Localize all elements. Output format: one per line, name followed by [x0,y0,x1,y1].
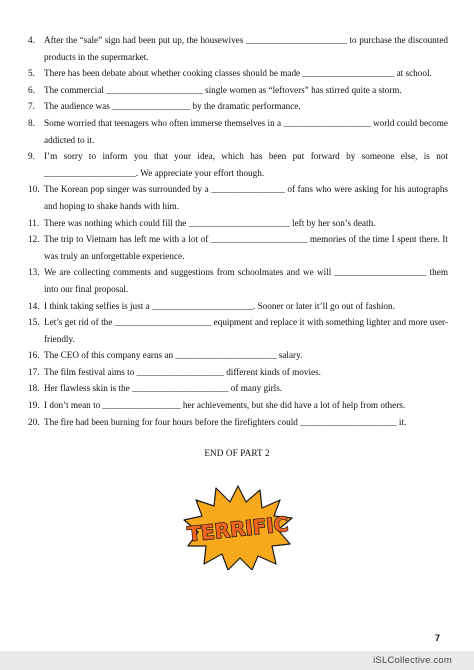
exercise-item [28,264,448,297]
item-number: 15. [28,317,40,328]
exercise-item [28,82,448,99]
item-number: 18. [28,383,40,394]
item-number: 13. [28,267,40,278]
exercise-item [28,380,448,397]
item-number: 11. [28,217,40,228]
item-number: 5. [28,68,35,79]
exercise-item [28,347,448,364]
item-number: 16. [28,350,40,361]
exercise-item [28,231,448,264]
exercise-item [28,115,448,148]
exercise-item [28,298,448,315]
item-text: I think taking selfies is just a ______________________. Sooner or later it’ll go out of fashion. [44,300,395,311]
exercise-item [28,397,448,414]
exercise-item [28,32,448,65]
item-number: 19. [28,400,40,411]
item-text: I don’t mean to _________________ her achievements, but she did have a lot of help from others. [44,400,406,411]
item-text: Some worried that teenagers who often immerse themselves in a ___________________ world could become addicted to it. [44,117,448,145]
exercise-item [28,364,448,381]
terrific-sticker [182,484,294,570]
item-text: The commercial _____________________ single women as “leftovers” has stirred quite a storm. [44,84,402,95]
item-text: After the “sale” sign had been put up, the housewives ______________________ to purchase the discounted products in the supermarket. [44,35,448,62]
item-number: 4. [28,35,35,45]
footer-bar [0,651,474,670]
item-text: There has been debate about whether cooking classes should be made ____________________ at school. [44,68,432,79]
item-text: Let’s get rid of the _____________________ equipment and replace it with something lighter and more user-friendly. [44,317,448,344]
svg-text:TERRIFIC: TERRIFIC [186,511,290,547]
item-number: 17. [28,366,40,377]
item-text: The Korean pop singer was surrounded by a ________________ of fans who were asking for his autographs and hoping to shake hands with him. [44,184,448,211]
item-text: The CEO of this company earns an ______________________ salary. [44,350,303,361]
page-number: 7 [434,633,440,643]
item-number: 7. [28,101,35,112]
item-text: The fire had been burning for four hours before the firefighters could _____________________ it. [44,416,407,427]
item-number: 10. [28,184,40,195]
exercise-item [28,98,448,115]
end-of-part-label: END OF PART 2 [204,448,270,458]
item-text: The film festival aims to ___________________ different kinds of movies. [44,366,321,377]
item-text: We are collecting comments and suggestions from schoolmates and we will ____________________ them into our final proposal. [44,267,448,294]
exercise-list [28,32,448,430]
item-number: 9. [28,151,35,162]
item-number: 6. [28,84,35,95]
item-text: I’m sorry to inform you that your idea, which has been put forward by someone else, is not ____________________. We appreciate your effort though. [44,151,448,178]
exercise-item [28,314,448,347]
item-text: There was nothing which could fill the ______________________ left by her son’s death. [44,217,376,228]
item-number: 20. [28,416,40,427]
item-number: 14. [28,300,40,311]
item-text: Her flawless skin is the _____________________ of many girls. [44,383,283,394]
item-number: 12. [28,234,40,245]
exercise-item [28,414,448,431]
exercise-item [28,181,448,214]
exercise-item [28,148,448,181]
item-number: 8. [28,117,35,128]
site-watermark: iSLCollective.com [373,655,452,666]
item-text: The trip to Vietnam has left me with a lot of _____________________ memories of the time I spent there. It was truly an unforgettable experience. [44,234,448,261]
exercise-item [28,65,448,82]
exercise-item [28,215,448,232]
item-text: The audience was _________________ by the dramatic performance. [44,101,301,112]
